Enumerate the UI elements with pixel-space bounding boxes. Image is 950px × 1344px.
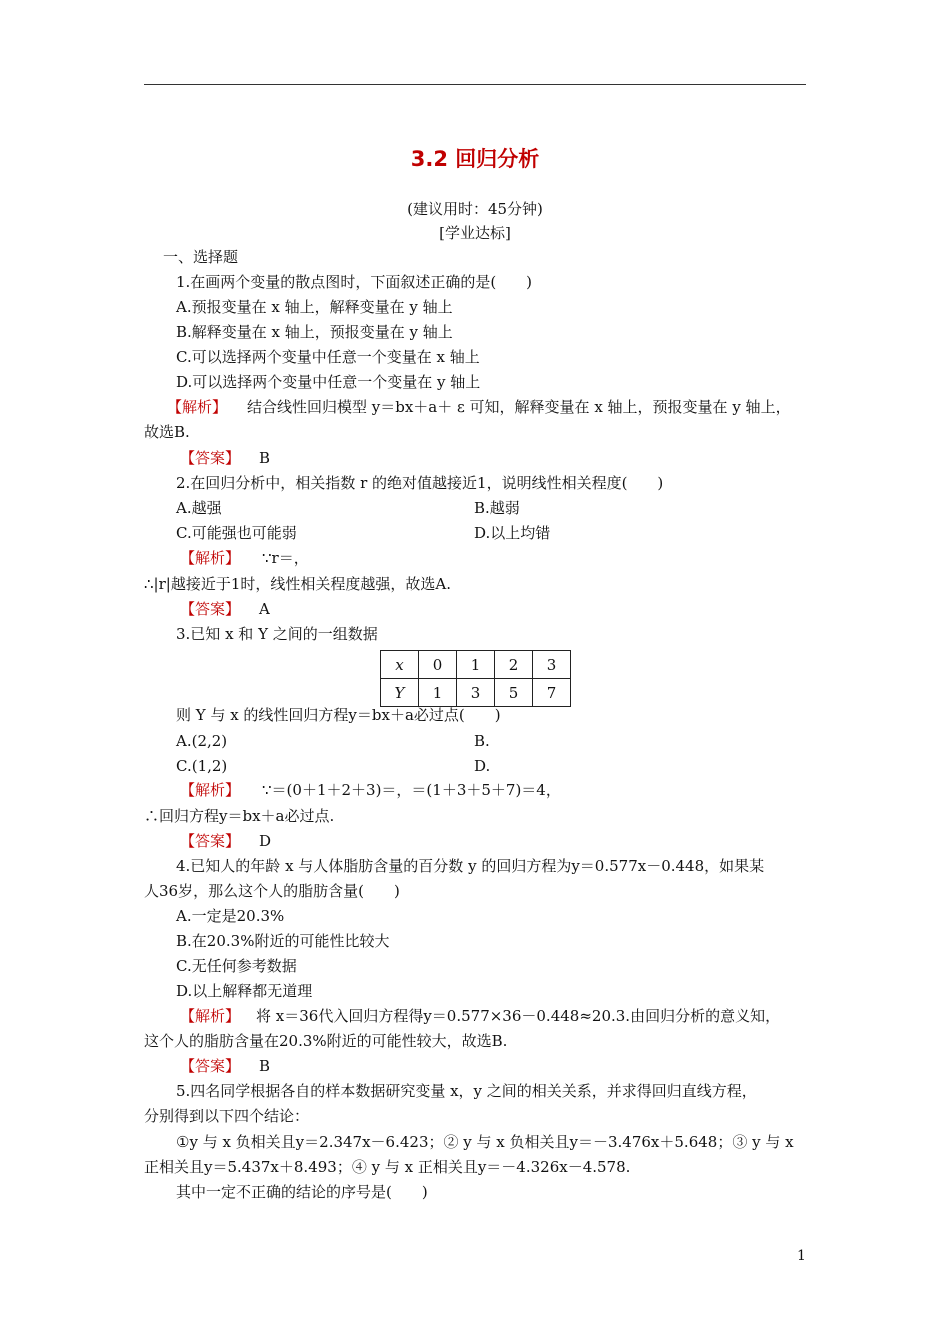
q4-analysis-label: 【解析】: [180, 1007, 241, 1025]
q3-option-d: D.: [474, 757, 491, 775]
time-note: (建议用时：45分钟): [407, 200, 543, 218]
q1-option-b: B.解释变量在 x 轴上，预报变量在 y 轴上: [176, 323, 453, 341]
q5-stem-5: 其中一定不正确的结论的序号是( ): [176, 1183, 428, 1201]
q2-analysis-label: 【解析】: [180, 549, 241, 567]
q3-option-a: A.(2,2): [176, 732, 228, 750]
table-cell: 7: [533, 679, 571, 707]
q1-analysis-text: 结合线性回归模型 y＝bx＋a＋ ε 可知，解释变量在 x 轴上，预报变量在 y 轴上，: [247, 398, 791, 416]
table-cell: 5: [495, 679, 533, 707]
q2-answer-label: 【答案】: [180, 600, 241, 618]
q5-stem-2: 分别得到以下四个结论：: [144, 1107, 310, 1125]
q1-option-c: C.可以选择两个变量中任意一个变量在 x 轴上: [176, 348, 480, 366]
header-rule: [144, 84, 806, 85]
q3-analysis-text: ∵＝(0＋1＋2＋3)＝，＝(1＋3＋5＋7)＝4，: [262, 781, 561, 799]
q1-analysis-label: 【解析】: [167, 398, 228, 416]
section-label: [学业达标]: [439, 224, 511, 242]
page-number: 1: [797, 1248, 806, 1264]
q4-analysis-text: 将 x＝36代入回归方程得y＝0.577×36－0.448≈20.3.由回归分析的意义知，: [256, 1007, 781, 1025]
q4-answer: B: [259, 1057, 271, 1075]
table-row: [381, 651, 571, 679]
q4-option-b: B.在20.3%附近的可能性比较大: [176, 932, 390, 950]
q4-stem-2: 人36岁，那么这个人的脂肪含量( ): [144, 882, 400, 900]
q3-option-b: B.: [474, 732, 490, 750]
q3-answer-label: 【答案】: [180, 832, 241, 850]
q5-stem-4: 正相关且y＝5.437x＋8.493；④ y 与 x 正相关且y＝－4.326x－4.578.: [144, 1158, 631, 1176]
q3-stem-2: 则 Y 与 x 的线性回归方程y＝bx＋a必过点( ): [176, 706, 501, 724]
q1-answer-label: 【答案】: [180, 449, 241, 467]
part-heading: 一、选择题: [163, 248, 239, 266]
q4-option-a: A.一定是20.3%: [176, 907, 285, 925]
q4-option-c: C.无任何参考数据: [176, 957, 297, 975]
table-cell: x: [381, 651, 419, 679]
table-cell: Y: [381, 679, 419, 707]
q2-option-d: D.以上均错: [474, 524, 551, 542]
table-cell: 1: [419, 679, 457, 707]
q4-answer-label: 【答案】: [180, 1057, 241, 1075]
page-title: 3.2 回归分析: [410, 147, 540, 171]
q2-stem: 2.在回归分析中，相关指数 r 的绝对值越接近1，说明线性相关程度( ): [176, 474, 664, 492]
q1-analysis-text-2: 故选B.: [144, 423, 190, 441]
table-cell: 0: [419, 651, 457, 679]
q2-option-b: B.越弱: [474, 499, 520, 517]
q1-option-d: D.可以选择两个变量中任意一个变量在 y 轴上: [176, 373, 481, 391]
q4-stem: 4.已知人的年龄 x 与人体脂肪含量的百分数 y 的回归方程为y＝0.577x－0.448，如果某: [176, 857, 765, 875]
table-cell: 1: [457, 651, 495, 679]
q3-option-c: C.(1,2): [176, 757, 228, 775]
q2-answer: A: [259, 600, 270, 618]
q2-analysis-text-2: ∴|r|越接近于1时，线性相关程度越强，故选A.: [144, 575, 451, 593]
q2-option-a: A.越强: [176, 499, 222, 517]
q3-answer: D: [259, 832, 272, 850]
table-row: [381, 679, 571, 707]
q3-analysis-label: 【解析】: [180, 781, 241, 799]
q1-option-a: A.预报变量在 x 轴上，解释变量在 y 轴上: [176, 298, 453, 316]
table-cell: 3: [533, 651, 571, 679]
q4-analysis-text-2: 这个人的脂肪含量在20.3%附近的可能性较大，故选B.: [144, 1032, 508, 1050]
q1-stem: 1.在画两个变量的散点图时，下面叙述正确的是( ): [176, 273, 533, 291]
q4-option-d: D.以上解释都无道理: [176, 982, 313, 1000]
q5-stem: 5.四名同学根据各自的样本数据研究变量 x，y 之间的相关关系，并求得回归直线方程，: [176, 1082, 757, 1100]
q1-answer: B: [259, 449, 271, 467]
q2-option-c: C.可能强也可能弱: [176, 524, 297, 542]
table-cell: 3: [457, 679, 495, 707]
q3-data-table: [380, 650, 571, 707]
q3-analysis-text-2: ∴回归方程y＝bx＋a必过点.: [144, 807, 335, 825]
q2-analysis-text: ∵r＝，: [262, 549, 309, 567]
table-cell: 2: [495, 651, 533, 679]
q5-stem-3: ①y 与 x 负相关且y＝2.347x－6.423；② y 与 x 负相关且y＝－3.476x＋5.648；③ y 与 x: [176, 1133, 794, 1151]
q3-stem: 3.已知 x 和 Y 之间的一组数据: [176, 625, 378, 643]
